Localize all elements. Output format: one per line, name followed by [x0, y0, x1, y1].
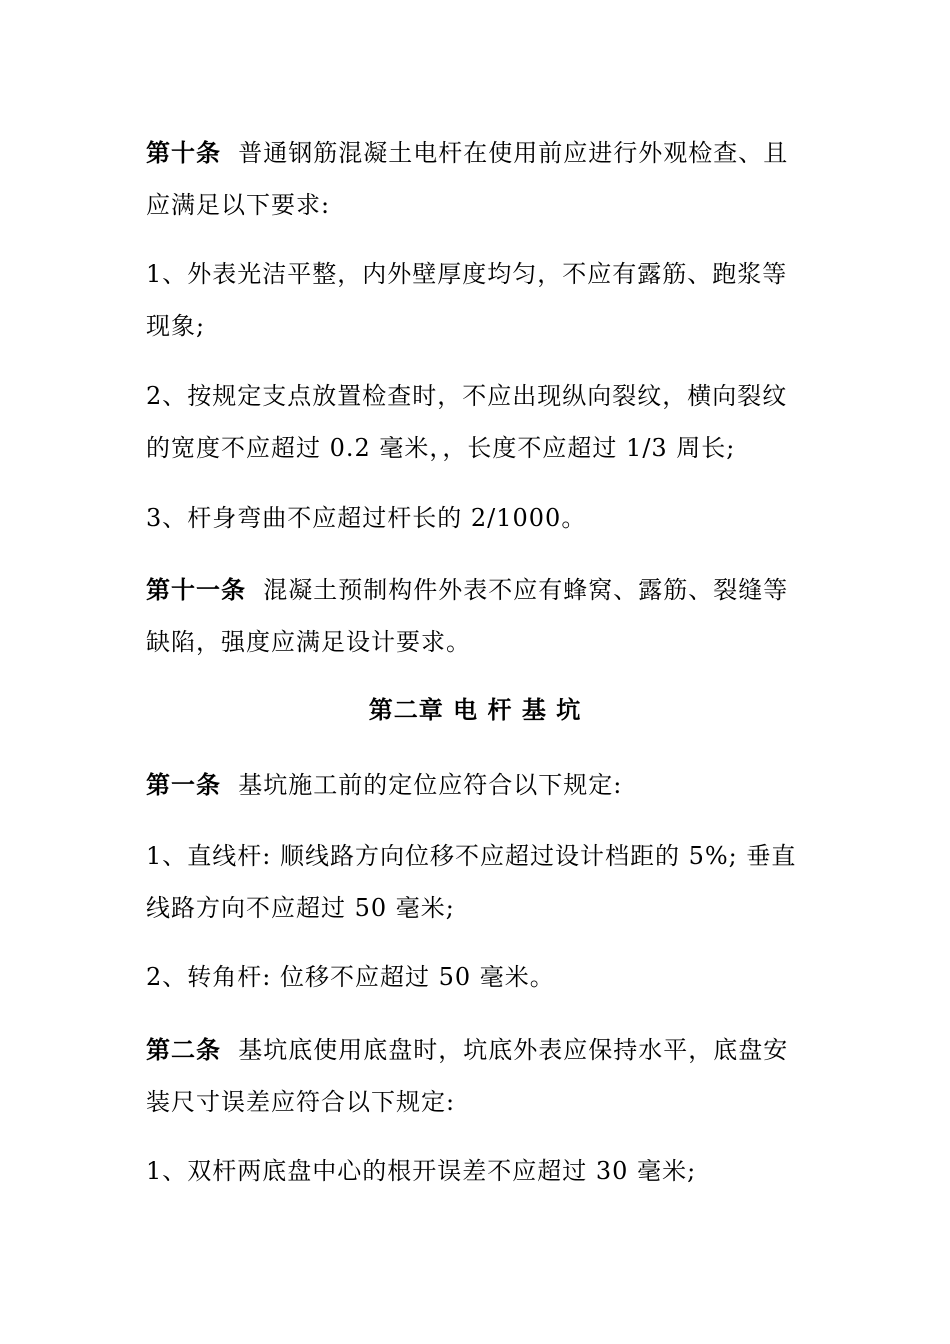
article-11-line-1 — [146, 564, 806, 616]
article-10-item-3-line-1: 3、杆身弯曲不应超过杆长的 2/1000。 — [146, 504, 587, 532]
article-10-item-1-line-2: 现象; — [146, 312, 206, 340]
chapter-2-article-1-item-1-line-1: 1、直线杆: 顺线路方向位移不应超过设计档距的 5%; 垂直 — [146, 842, 797, 870]
chapter-2-article-2-text-1: 基坑底使用底盘时，坑底外表应保持水平，底盘安 — [238, 1036, 789, 1064]
chapter-2-article-1-text-1: 基坑施工前的定位应符合以下规定: — [238, 771, 623, 799]
chapter-2-article-1-item-2 — [146, 951, 806, 1003]
chapter-2-article-1-item-2-line-1: 2、转角杆: 位移不应超过 50 毫米。 — [146, 963, 555, 991]
article-11-text-2: 缺陷，强度应满足设计要求。 — [146, 628, 471, 656]
article-10-text-1: 普通钢筋混凝土电杆在使用前应进行外观检查、且 — [238, 139, 789, 167]
article-10-line-1 — [146, 127, 806, 179]
chapter-2-article-2 — [146, 1024, 806, 1128]
chapter-2-article-2-line-1 — [146, 1024, 806, 1076]
chapter-2-article-2-item-1-line-1: 1、双杆两底盘中心的根开误差不应超过 30 毫米; — [146, 1157, 697, 1185]
article-11-text-1: 混凝土预制构件外表不应有蜂窝、露筋、裂缝等 — [263, 576, 789, 604]
chapter-2-article-2-lead: 第二条 — [146, 1035, 221, 1064]
article-10 — [146, 127, 806, 231]
chapter-2-article-1-item-1-line-2: 线路方向不应超过 50 毫米; — [146, 894, 455, 922]
article-10-item-2-line-2: 的宽度不应超过 0.2 毫米，，长度不应超过 1/3 周长; — [146, 434, 736, 462]
article-10-item-1-line-1: 1、外表光洁平整，内外壁厚度均匀，不应有露筋、跑浆等 — [146, 260, 788, 288]
article-10-item-3 — [146, 492, 806, 544]
chapter-2-article-2-item-1 — [146, 1145, 806, 1197]
article-10-item-1 — [146, 248, 806, 352]
article-10-item-2-line-1: 2、按规定支点放置检查时，不应出现纵向裂纹，横向裂纹 — [146, 382, 788, 410]
article-10-text-2: 应满足以下要求: — [146, 191, 331, 219]
chapter-2-article-1-lead: 第一条 — [146, 770, 221, 799]
article-10-lead: 第十条 — [146, 138, 221, 167]
article-10-item-2 — [146, 370, 806, 474]
chapter-2-article-1-item-1 — [146, 830, 806, 934]
article-11 — [146, 564, 806, 668]
chapter-2-article-1 — [146, 759, 806, 811]
article-11-lead: 第十一条 — [146, 575, 246, 604]
chapter-2-title: 第二章 电 杆 基 坑 — [368, 695, 582, 724]
chapter-2-article-2-text-2: 装尺寸误差应符合以下规定: — [146, 1088, 456, 1116]
chapter-2-article-1-line-1 — [146, 759, 806, 811]
